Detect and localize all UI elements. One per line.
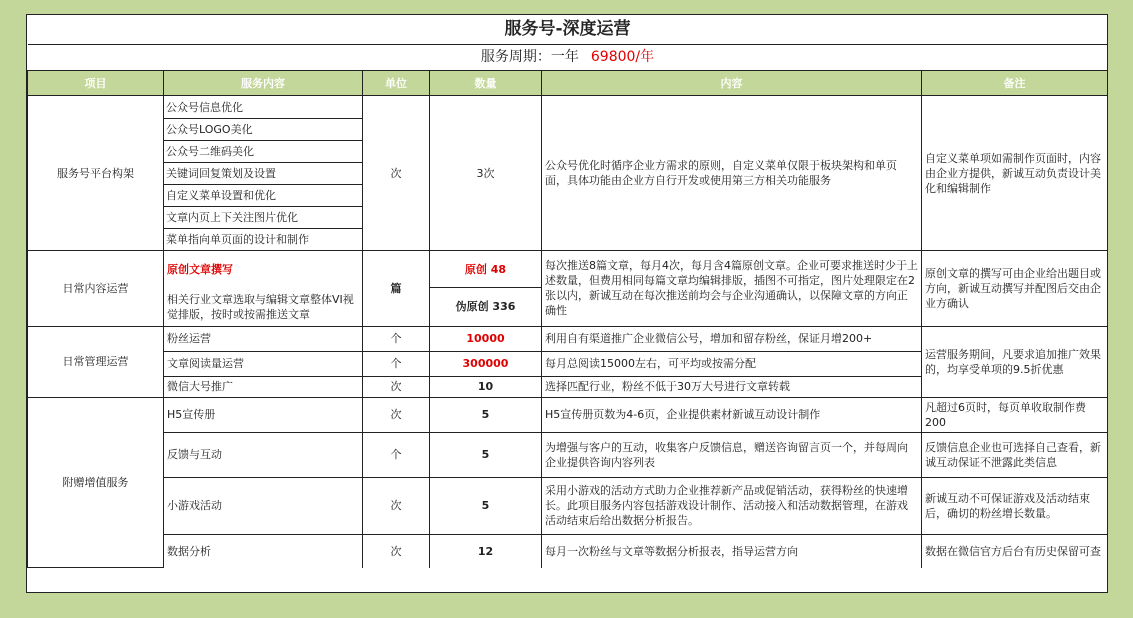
table-row — [28, 326, 1108, 351]
table-row — [28, 534, 1108, 568]
service-cell: H5宣传册 — [164, 397, 363, 432]
quantity-cell: 3次 — [430, 96, 542, 251]
quantity-cell: 5 — [430, 477, 542, 534]
note-cell: 反馈信息企业也可选择自己查看，新诚互动保证不泄露此类信息 — [922, 432, 1108, 477]
content-cell: 每次推送8篇文章，每月4次，每月含4篇原创文章。企业可要求推送时少于上述数量，但费用相同每篇文章均编辑排版，插图不可指定，图片处理限定在2张以内，新诚互动在每次推送前均会与企业沟通确认，以保障文章的方向正确性 — [542, 251, 922, 327]
header-unit: 单位 — [363, 71, 430, 96]
unit-cell: 篇 — [363, 251, 430, 327]
note-cell: 数据在微信官方后台有历史保留可查 — [922, 534, 1108, 568]
table-row — [28, 96, 1108, 119]
note-cell: 凡超过6页时，每页单收取制作费200 — [922, 397, 1108, 432]
unit-cell: 次 — [363, 534, 430, 568]
service-cell: 公众号二维码美化 — [164, 141, 363, 163]
service-cell: 菜单指向单页面的设计和制作 — [164, 229, 363, 251]
quantity-cell: 300000 — [430, 351, 542, 376]
note-cell: 原创文章的撰写可由企业给出题目或方向，新诚互动撰写并配图后交由企业方确认 — [922, 251, 1108, 327]
quantity-cell: 伪原创 336 — [430, 288, 542, 327]
table-row — [28, 251, 1108, 288]
note-cell: 新诚互动不可保证游戏及活动结束后，确切的粉丝增长数量。 — [922, 477, 1108, 534]
service-cell: 自定义菜单设置和优化 — [164, 185, 363, 207]
service-cell: 关键词回复策划及设置 — [164, 163, 363, 185]
section-item: 日常内容运营 — [28, 251, 164, 327]
unit-cell: 个 — [363, 326, 430, 351]
service-cell: 小游戏活动 — [164, 477, 363, 534]
content-cell: 每月一次粉丝与文章等数据分析报表，指导运营方向 — [542, 534, 922, 568]
quantity-cell: 10000 — [430, 326, 542, 351]
quantity-cell: 5 — [430, 397, 542, 432]
section-item: 服务号平台构架 — [28, 96, 164, 251]
content-cell: 每月总阅读15000左右，可平均或按需分配 — [542, 351, 922, 376]
unit-cell: 次 — [363, 477, 430, 534]
period-price: 69800/年 — [590, 49, 655, 65]
content-cell: 选择匹配行业，粉丝不低于30万大号进行文章转载 — [542, 376, 922, 397]
content-cell: 采用小游戏的活动方式助力企业推荐新产品或促销活动，获得粉丝的快速增长。此项目服务内容包括游戏设计制作、活动接入和活动数据管理，在游戏活动结束后给出数据分析报告。 — [542, 477, 922, 534]
header-service: 服务内容 — [164, 71, 363, 96]
pricing-table — [27, 15, 1108, 568]
section-item: 日常管理运营 — [28, 326, 164, 397]
table-row — [28, 397, 1108, 432]
service-cell: 公众号LOGO美化 — [164, 119, 363, 141]
quantity-cell: 12 — [430, 534, 542, 568]
service-period — [28, 45, 1108, 71]
service-cell: 反馈与互动 — [164, 432, 363, 477]
content-cell: 为增强与客户的互动，收集客户反馈信息，赠送咨询留言页一个，并每周向企业提供咨询内容列表 — [542, 432, 922, 477]
quantity-cell: 10 — [430, 376, 542, 397]
unit-cell: 次 — [363, 376, 430, 397]
unit-cell: 次 — [363, 96, 430, 251]
table-row — [28, 477, 1108, 534]
header-item: 项目 — [28, 71, 164, 96]
service-cell: 相关行业文章选取与编辑文章整体VI视觉排版，按时或按需推送文章 — [164, 288, 363, 327]
content-cell: 利用自有渠道推广企业微信公号，增加和留存粉丝，保证月增200+ — [542, 326, 922, 351]
header-note: 备注 — [922, 71, 1108, 96]
section-item: 附赠增值服务 — [28, 397, 164, 568]
unit-cell: 个 — [363, 432, 430, 477]
period-label: 服务周期：一年 — [480, 49, 579, 65]
quantity-cell: 原创 48 — [430, 251, 542, 288]
header-quantity: 数量 — [430, 71, 542, 96]
content-cell: H5宣传册页数为4-6页，企业提供素材新诚互动设计制作 — [542, 397, 922, 432]
pricing-sheet — [26, 14, 1108, 593]
service-cell: 数据分析 — [164, 534, 363, 568]
service-cell: 文章阅读量运营 — [164, 351, 363, 376]
page-title: 服务号-深度运营 — [28, 15, 1108, 45]
service-cell: 公众号信息优化 — [164, 96, 363, 119]
unit-cell: 个 — [363, 351, 430, 376]
unit-cell: 次 — [363, 397, 430, 432]
service-cell: 文章内页上下关注图片优化 — [164, 207, 363, 229]
service-cell: 原创文章撰写 — [164, 251, 363, 288]
service-cell: 微信大号推广 — [164, 376, 363, 397]
header-content: 内容 — [542, 71, 922, 96]
content-cell: 公众号优化时循序企业方需求的原则，自定义菜单仅限于板块架构和单页面，具体功能由企业方自行开发或使用第三方相关功能服务 — [542, 96, 922, 251]
note-cell: 自定义菜单项如需制作页面时，内容由企业方提供，新诚互动负责设计美化和编辑制作 — [922, 96, 1108, 251]
table-row — [28, 432, 1108, 477]
service-cell: 粉丝运营 — [164, 326, 363, 351]
quantity-cell: 5 — [430, 432, 542, 477]
note-cell: 运营服务期间，凡要求追加推广效果的，均享受单项的9.5折优惠 — [922, 326, 1108, 397]
